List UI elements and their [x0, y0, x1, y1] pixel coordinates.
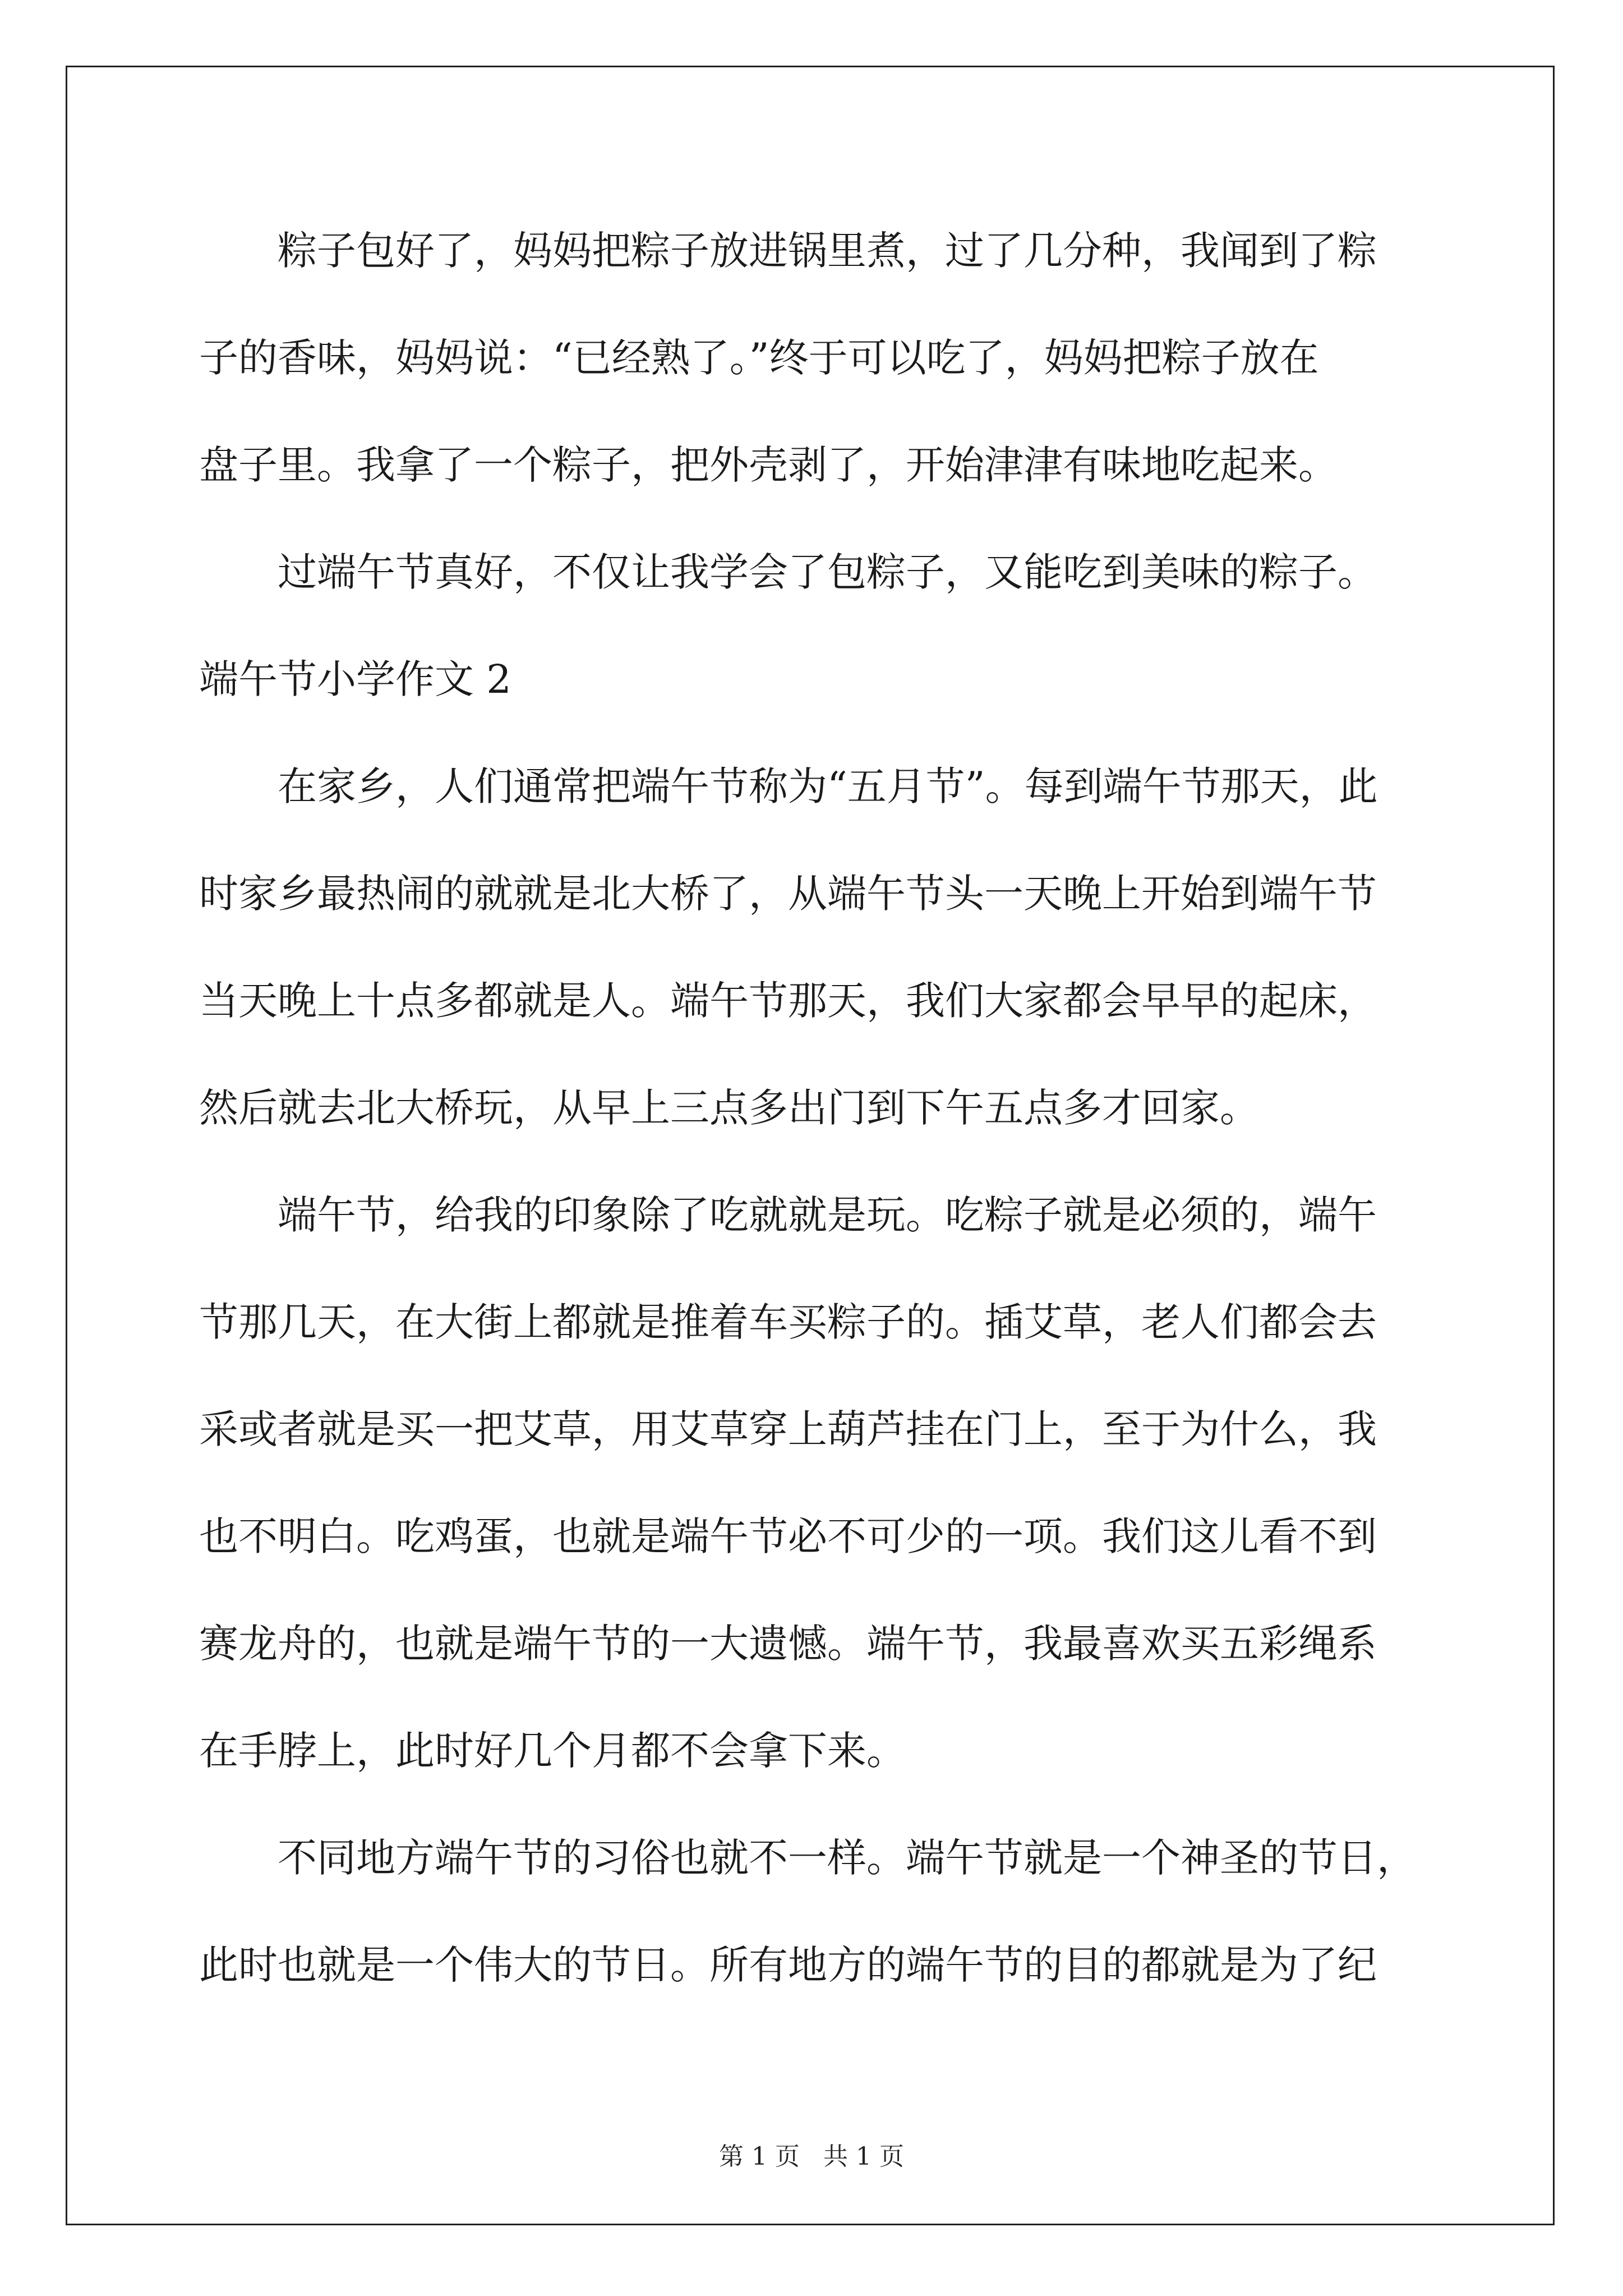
text-line: 时家乡最热闹的就就是北大桥了，从端午节头一天晚上开始到端午节: [199, 871, 1377, 917]
text-line: 当天晚上十点多都就是人。端午节那天，我们大家都会早早的起床，: [199, 978, 1377, 1024]
text-line: 不同地方端午节的习俗也就不一样。端午节就是一个神圣的节日，: [199, 1835, 1416, 1881]
text-line: 此时也就是一个伟大的节日。所有地方的端午节的目的都就是为了纪: [199, 1942, 1377, 1988]
text-line: 采或者就是买一把艾草，用艾草穿上葫芦挂在门上，至于为什么，我: [199, 1406, 1377, 1452]
text-line: 然后就去北大桥玩，从早上三点多出门到下午五点多才回家。: [199, 1085, 1259, 1131]
page-total: 共 1 页: [823, 2142, 904, 2171]
text-line: 端午节，给我的印象除了吃就就是玩。吃粽子就是必须的，端午: [199, 1192, 1377, 1238]
text-line: 过端午节真好，不仅让我学会了包粽子，又能吃到美味的粽子。: [199, 549, 1377, 595]
text-line: 节那几天，在大街上都就是推着车买粽子的。插艾草，老人们都会去: [199, 1299, 1377, 1345]
section-heading: 端午节小学作文 2: [199, 656, 511, 702]
page-footer: [0, 2140, 1623, 2174]
text-line: 粽子包好了，妈妈把粽子放进锅里煮，过了几分种，我闻到了粽: [199, 228, 1377, 274]
text-line: 盘子里。我拿了一个粽子，把外壳剥了，开始津津有味地吃起来。: [199, 442, 1338, 488]
page-border: [66, 66, 1555, 2225]
text-line: 在手脖上，此时好几个月都不会拿下来。: [199, 1728, 906, 1774]
text-line: 赛龙舟的，也就是端午节的一大遗憾。端午节，我最喜欢买五彩绳系: [199, 1621, 1377, 1667]
text-line: 在家乡，人们通常把端午节称为“五月节”。每到端午节那天，此: [199, 763, 1378, 809]
text-line: 子的香味，妈妈说：“已经熟了。”终于可以吃了，妈妈把粽子放在: [199, 335, 1319, 381]
page-number: 第 1 页: [719, 2142, 800, 2171]
text-line: 也不明白。吃鸡蛋，也就是端午节必不可少的一项。我们这儿看不到: [199, 1513, 1377, 1559]
